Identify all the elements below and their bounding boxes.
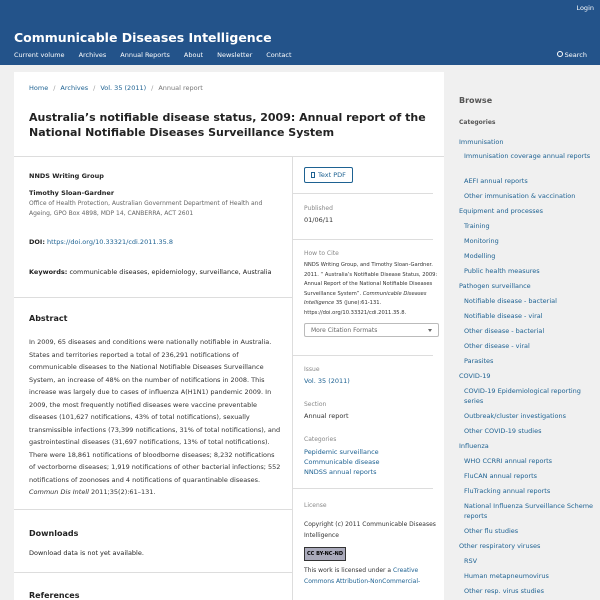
sidebar-subcategory-link[interactable]: Public health measures	[464, 267, 540, 275]
abstract-heading: Abstract	[29, 314, 68, 323]
search-link[interactable]	[557, 51, 587, 59]
sidebar-subcategory-link[interactable]: Parasites	[464, 357, 494, 365]
site-title[interactable]: Communicable Diseases Intelligence	[14, 30, 272, 45]
sidebar-subcategory-link[interactable]: AEFI annual reports	[464, 177, 528, 185]
divider	[293, 355, 433, 356]
sidebar-subcategory-link[interactable]: Modelling	[464, 252, 496, 260]
abstract-cite-journal: Commun Dis Intell	[29, 488, 89, 496]
divider	[293, 193, 433, 194]
section-value: Annual report	[304, 412, 349, 420]
how-to-cite-block	[304, 250, 439, 337]
cc-license-badge[interactable]: CC BY-NC-ND	[304, 547, 346, 561]
sidebar	[459, 96, 594, 126]
published-value: 01/06/11	[304, 216, 334, 224]
abstract-text	[29, 336, 281, 499]
sidebar-subcategory-link[interactable]: FluCAN annual reports	[464, 472, 538, 480]
categories-block	[304, 436, 439, 477]
copyright-text: Copyright (c) 2011 Communicable Diseases Intelligence	[304, 521, 436, 539]
sidebar-subcategory-link[interactable]: Other disease - viral	[464, 342, 530, 350]
divider	[293, 239, 433, 240]
license-text	[304, 565, 439, 587]
sidebar-subcategory-link[interactable]: Other flu studies	[464, 527, 519, 535]
published-label: Published	[304, 205, 333, 212]
login-link[interactable]: Login	[576, 4, 594, 12]
main-nav	[14, 51, 292, 59]
file-icon	[311, 172, 315, 178]
categories-heading: Categories	[459, 119, 496, 126]
citation-tail: 35 (June):61-131. https://doi.org/10.33321/cdi.2011.35.8.	[304, 300, 407, 316]
search-icon	[557, 51, 563, 57]
sidebar-subcategory-link[interactable]: Immunisation coverage annual reports	[464, 152, 591, 160]
breadcrumb-archives[interactable]: Archives	[60, 84, 89, 92]
sidebar-subcategory-link[interactable]: Notifiable disease - viral	[464, 312, 543, 320]
citation-formats-label: More Citation Formats	[311, 327, 378, 334]
divider	[293, 488, 433, 489]
pdf-button-label: Text PDF	[318, 171, 346, 179]
downloads-text: Download data is not yet available.	[29, 549, 144, 557]
references-heading: References	[29, 591, 80, 600]
categories-label: Categories	[304, 436, 337, 443]
sidebar-subcategory-link[interactable]: Other immunisation & vaccination	[464, 192, 576, 200]
section-label: Section	[304, 401, 327, 408]
published-block	[304, 205, 439, 224]
chevron-down-icon	[428, 329, 432, 332]
sidebar-subcategory-link[interactable]: Other resp. virus studies	[464, 587, 544, 595]
issue-block	[304, 366, 439, 385]
nav-contact[interactable]: Contact	[266, 51, 292, 59]
abstract-body: In 2009, 65 diseases and conditions were nationally notifiable in Australia. States and territories reported a total of 236,291 notifications of communicable diseases to the National Notifiable Diseases Surveillance System, an increase of 48% on the number of notifications in 2008. This increase was largely due to cases of influenza A(H1N1) pandemic 2009. In 2009, the most frequently notified diseases were vaccine preventable diseases (101,627 notifications, 43% of total notifications), sexually transmissible infections (73,399 notifications, 31% of total notifications), and gastrointestinal diseases (31,697 notifications, 13% of total notifications). There were 18,861 notifications of bloodborne diseases; 8,232 notifications of vectorborne diseases; 1,919 notifications of other bacterial infections; 552 notifications of zoonoses and 4 notifications of quarantinable diseases.	[29, 338, 281, 484]
divider	[14, 156, 444, 157]
author-name: Timothy Sloan-Gardner	[29, 189, 115, 197]
sidebar-category-link[interactable]: Influenza	[459, 442, 489, 450]
nav-newsletter[interactable]: Newsletter	[217, 51, 253, 59]
category-link[interactable]: Pepidemic surveillance	[304, 448, 379, 456]
issue-label: Issue	[304, 366, 320, 373]
license-block	[304, 502, 439, 587]
sidebar-subcategory-link[interactable]: National Influenza Surveillance Scheme reports	[464, 502, 594, 520]
breadcrumb-home[interactable]: Home	[29, 84, 49, 92]
downloads-heading: Downloads	[29, 529, 79, 538]
nav-annual-reports[interactable]: Annual Reports	[120, 51, 170, 59]
citation-text	[304, 261, 439, 318]
divider	[14, 509, 292, 510]
sidebar-subcategory-link[interactable]: Outbreak/cluster investigations	[464, 412, 567, 420]
sidebar-category-link[interactable]: Immunisation	[459, 138, 504, 146]
doi-link[interactable]: https://doi.org/10.33321/cdi.2011.35.8	[47, 238, 174, 246]
sidebar-category-link[interactable]: Pathogen surveillance	[459, 282, 531, 290]
how-to-cite-label: How to Cite	[304, 250, 339, 257]
section-block	[304, 401, 439, 420]
nav-about[interactable]: About	[183, 51, 204, 59]
issue-link[interactable]: Vol. 35 (2011)	[304, 377, 350, 385]
doi-block	[29, 238, 173, 246]
category-link[interactable]: NNDSS annual reports	[304, 468, 377, 476]
breadcrumb-volume[interactable]: Vol. 35 (2011)	[100, 84, 147, 92]
citation-formats-dropdown[interactable]	[304, 323, 439, 337]
divider	[14, 572, 292, 573]
sidebar-category-link[interactable]: COVID-19	[459, 372, 491, 380]
sidebar-subcategory-link[interactable]: Human metapneumovirus	[464, 572, 549, 580]
authors-block	[29, 172, 279, 218]
keywords-label: Keywords:	[29, 268, 68, 276]
sidebar-subcategory-link[interactable]: Other disease - bacterial	[464, 327, 545, 335]
abstract-cite-tail: 2011;35(2):61–131.	[91, 488, 156, 496]
citation-main: NNDS Writing Group, and Timothy Sloan-Gardner. 2011. “ Australia’s Notifiable Disease Status, 2009: Annual Report of the National Notifiable Diseases Surveillance System”.	[304, 262, 438, 297]
divider	[14, 297, 292, 298]
keywords-block	[29, 268, 272, 276]
sidebar-subcategory-link[interactable]: COVID-19 Epidemiological reporting series	[464, 387, 581, 405]
keywords-value: communicable diseases, epidemiology, surveillance, Australia	[69, 268, 272, 276]
search-label: Search	[564, 51, 587, 59]
browse-heading: Browse	[459, 96, 493, 105]
sidebar-subcategory-link[interactable]: Training	[464, 222, 490, 230]
pdf-button[interactable]	[304, 167, 353, 183]
sidebar-subcategory-link[interactable]: FluTracking annual reports	[464, 487, 551, 495]
doi-label: DOI:	[29, 238, 45, 246]
sidebar-subcategory-link[interactable]: WHO CCRRI annual reports	[464, 457, 553, 465]
sidebar-subcategory-link[interactable]: Notifiable disease - bacterial	[464, 297, 557, 305]
sidebar-subcategory-link[interactable]: Other COVID-19 studies	[464, 427, 542, 435]
sidebar-subcategory-link[interactable]: RSV	[464, 557, 478, 565]
category-link[interactable]: Communicable disease	[304, 458, 380, 466]
author-group: NNDS Writing Group	[29, 172, 104, 180]
license-link[interactable]: Creative Commons Attribution-NonCommercial-	[304, 567, 421, 585]
nav-archives[interactable]: Archives	[78, 51, 107, 59]
license-text-main: This work is licensed under a	[304, 567, 392, 574]
details-column	[304, 167, 439, 183]
license-label: License	[304, 502, 327, 509]
citation-journal: Communicable Diseases Intelligence	[304, 290, 427, 306]
breadcrumb-current: Annual report	[158, 84, 203, 92]
page-title: Australia’s notifiable disease status, 2009: Annual report of the National Notifiable Diseases Surveillance System	[29, 111, 426, 139]
breadcrumb: Home / Archives / Vol. 35 (2011) / Annual report	[29, 84, 203, 92]
author-affiliation: Office of Health Protection, Australian Government Department of Health and Ageing, GPO Box 4898, MDP 14, CANBERRA, ACT 2601	[29, 200, 263, 217]
sidebar-category-link[interactable]: Equipment and processes	[459, 207, 544, 215]
column-divider	[292, 156, 293, 600]
sidebar-category-link[interactable]: Other respiratory viruses	[459, 542, 541, 550]
article-panel	[14, 72, 444, 600]
site-header	[0, 0, 600, 65]
sidebar-subcategory-link[interactable]: Monitoring	[464, 237, 499, 245]
nav-current-volume[interactable]: Current volume	[14, 51, 65, 59]
